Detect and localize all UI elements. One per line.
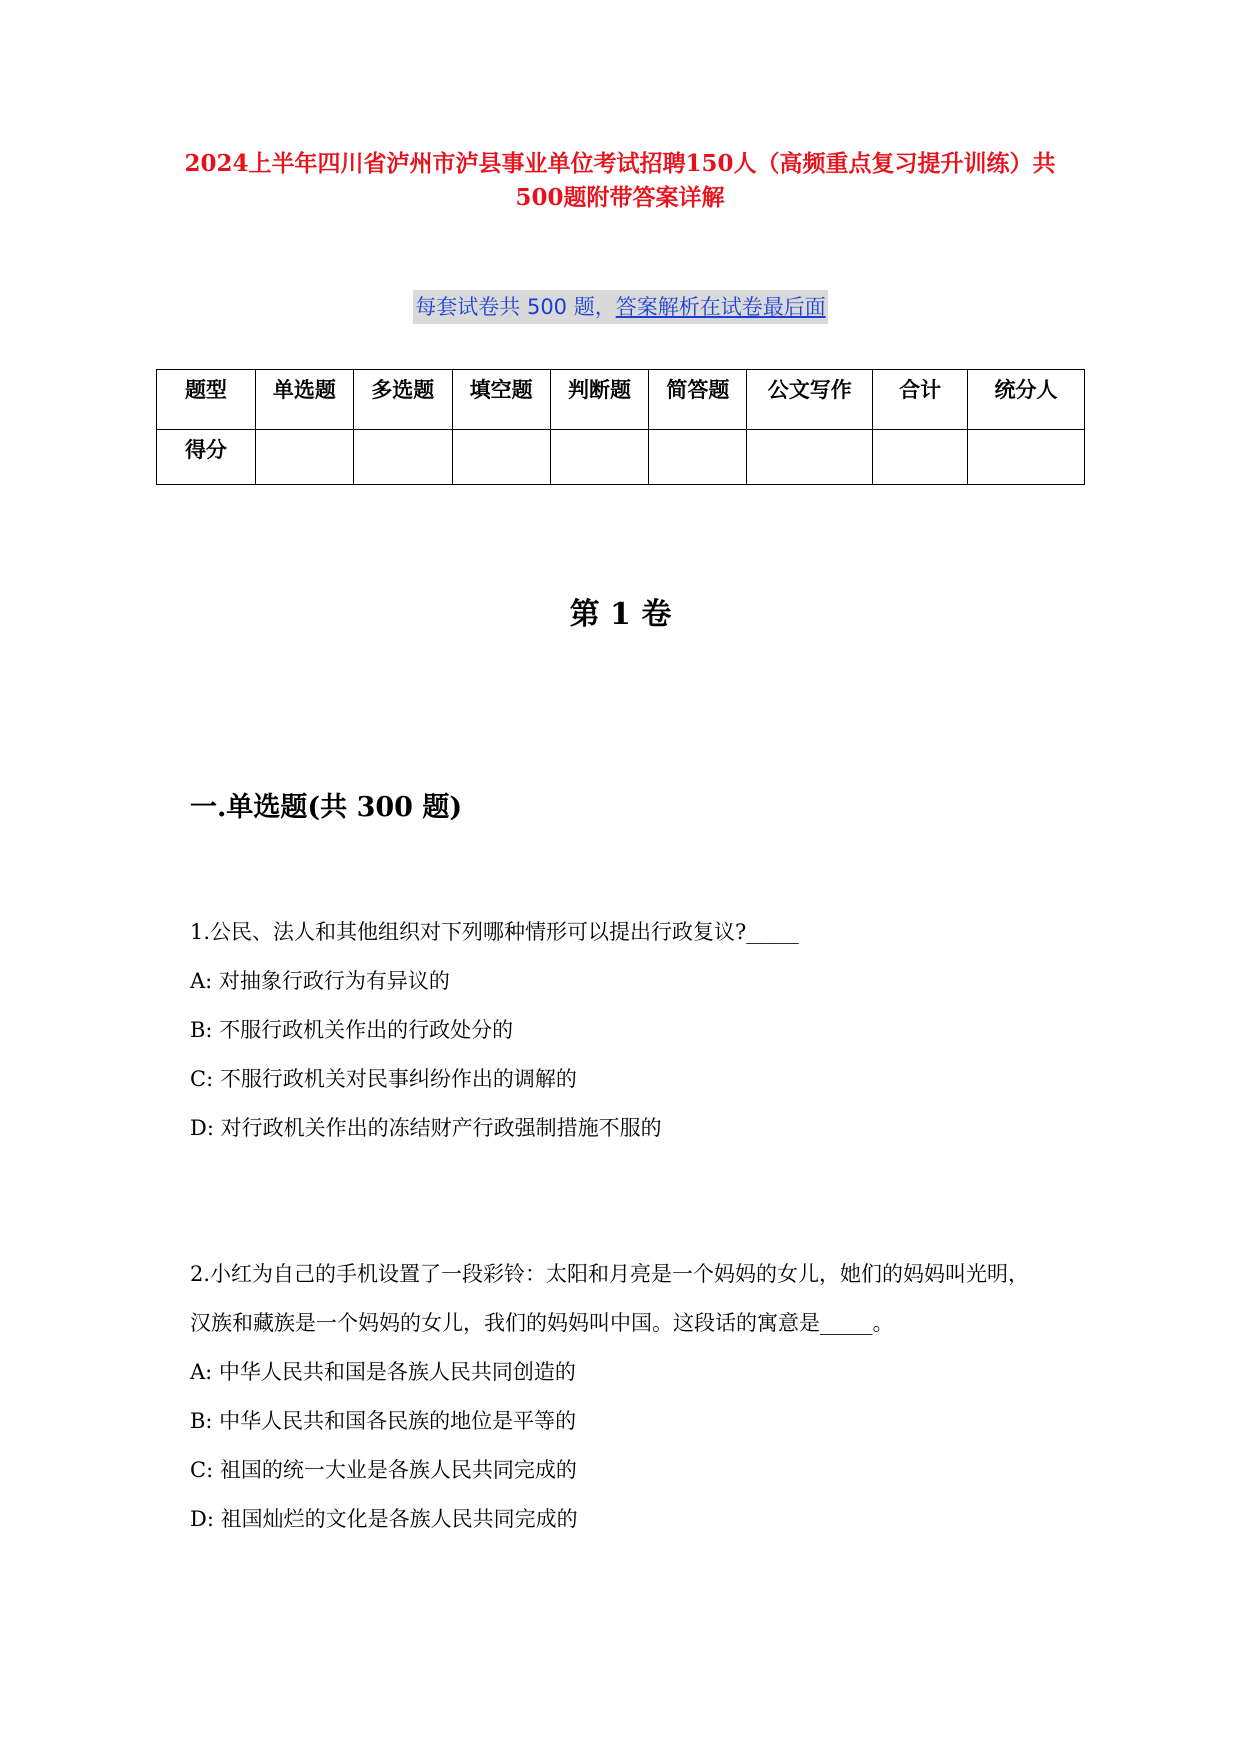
question-text: 2.小红为自己的手机设置了一段彩铃：太阳和月亮是一个妈妈的女儿，她们的妈妈叫光明，汉族和藏族是一个妈妈的女儿，我们的妈妈叫中国。这段话的寓意是_____。 <box>190 1262 1030 1335</box>
score-table-cell <box>649 430 747 485</box>
option-c: C: 不服行政机关对民事纠纷作出的调解的 <box>190 1067 577 1091</box>
volume-title: 第 1 卷 <box>569 597 672 632</box>
option-d: D: 对行政机关作出的冻结财产行政强制措施不服的 <box>190 1116 662 1140</box>
score-table-header-cell: 公文写作 <box>747 370 873 430</box>
question-2 <box>190 1250 1050 1544</box>
score-table-header-cell: 简答题 <box>649 370 747 430</box>
score-table-header-cell: 合计 <box>873 370 968 430</box>
document-title: 2024上半年四川省泸州市泸县事业单位考试招聘150人（高频重点复习提升训练）共500题附带答案详解 <box>184 150 1056 211</box>
score-table-cell <box>452 430 550 485</box>
option-a: A: 对抽象行政行为有异议的 <box>190 969 450 993</box>
score-table-row-label: 得分 <box>157 430 256 485</box>
section-title: 一.单选题(共 300 题) <box>190 792 463 823</box>
score-table-cell <box>747 430 873 485</box>
subtitle-part-1: 每套试卷共 500 题， <box>415 295 616 319</box>
score-table-header-cell: 填空题 <box>452 370 550 430</box>
option-c: C: 祖国的统一大业是各族人民共同完成的 <box>190 1458 577 1482</box>
question-text: 1.公民、法人和其他组织对下列哪种情形可以提出行政复议?_____ <box>190 920 799 944</box>
score-table-header-cell: 题型 <box>157 370 256 430</box>
subtitle-part-2: 答案解析在试卷最后面 <box>615 295 826 319</box>
score-table-cell <box>968 430 1085 485</box>
score-table-header-row <box>157 370 1085 430</box>
score-table-header-cell: 判断题 <box>550 370 649 430</box>
score-table-score-row <box>157 430 1085 485</box>
score-table-cell <box>255 430 353 485</box>
score-table-header-cell: 多选题 <box>353 370 452 430</box>
score-table-cell <box>873 430 968 485</box>
option-b: B: 不服行政机关作出的行政处分的 <box>190 1018 514 1042</box>
score-table-cell <box>550 430 649 485</box>
subtitle-note <box>413 290 827 324</box>
option-a: A: 中华人民共和国是各族人民共同创造的 <box>190 1360 576 1384</box>
option-d: D: 祖国灿烂的文化是各族人民共同完成的 <box>190 1507 578 1531</box>
score-table <box>156 369 1085 485</box>
score-table-cell <box>353 430 452 485</box>
question-1 <box>190 908 1050 1153</box>
score-table-header-cell: 统分人 <box>968 370 1085 430</box>
subtitle-wrapper <box>0 290 1241 324</box>
score-table-header-cell: 单选题 <box>255 370 353 430</box>
option-b: B: 中华人民共和国各民族的地位是平等的 <box>190 1409 577 1433</box>
